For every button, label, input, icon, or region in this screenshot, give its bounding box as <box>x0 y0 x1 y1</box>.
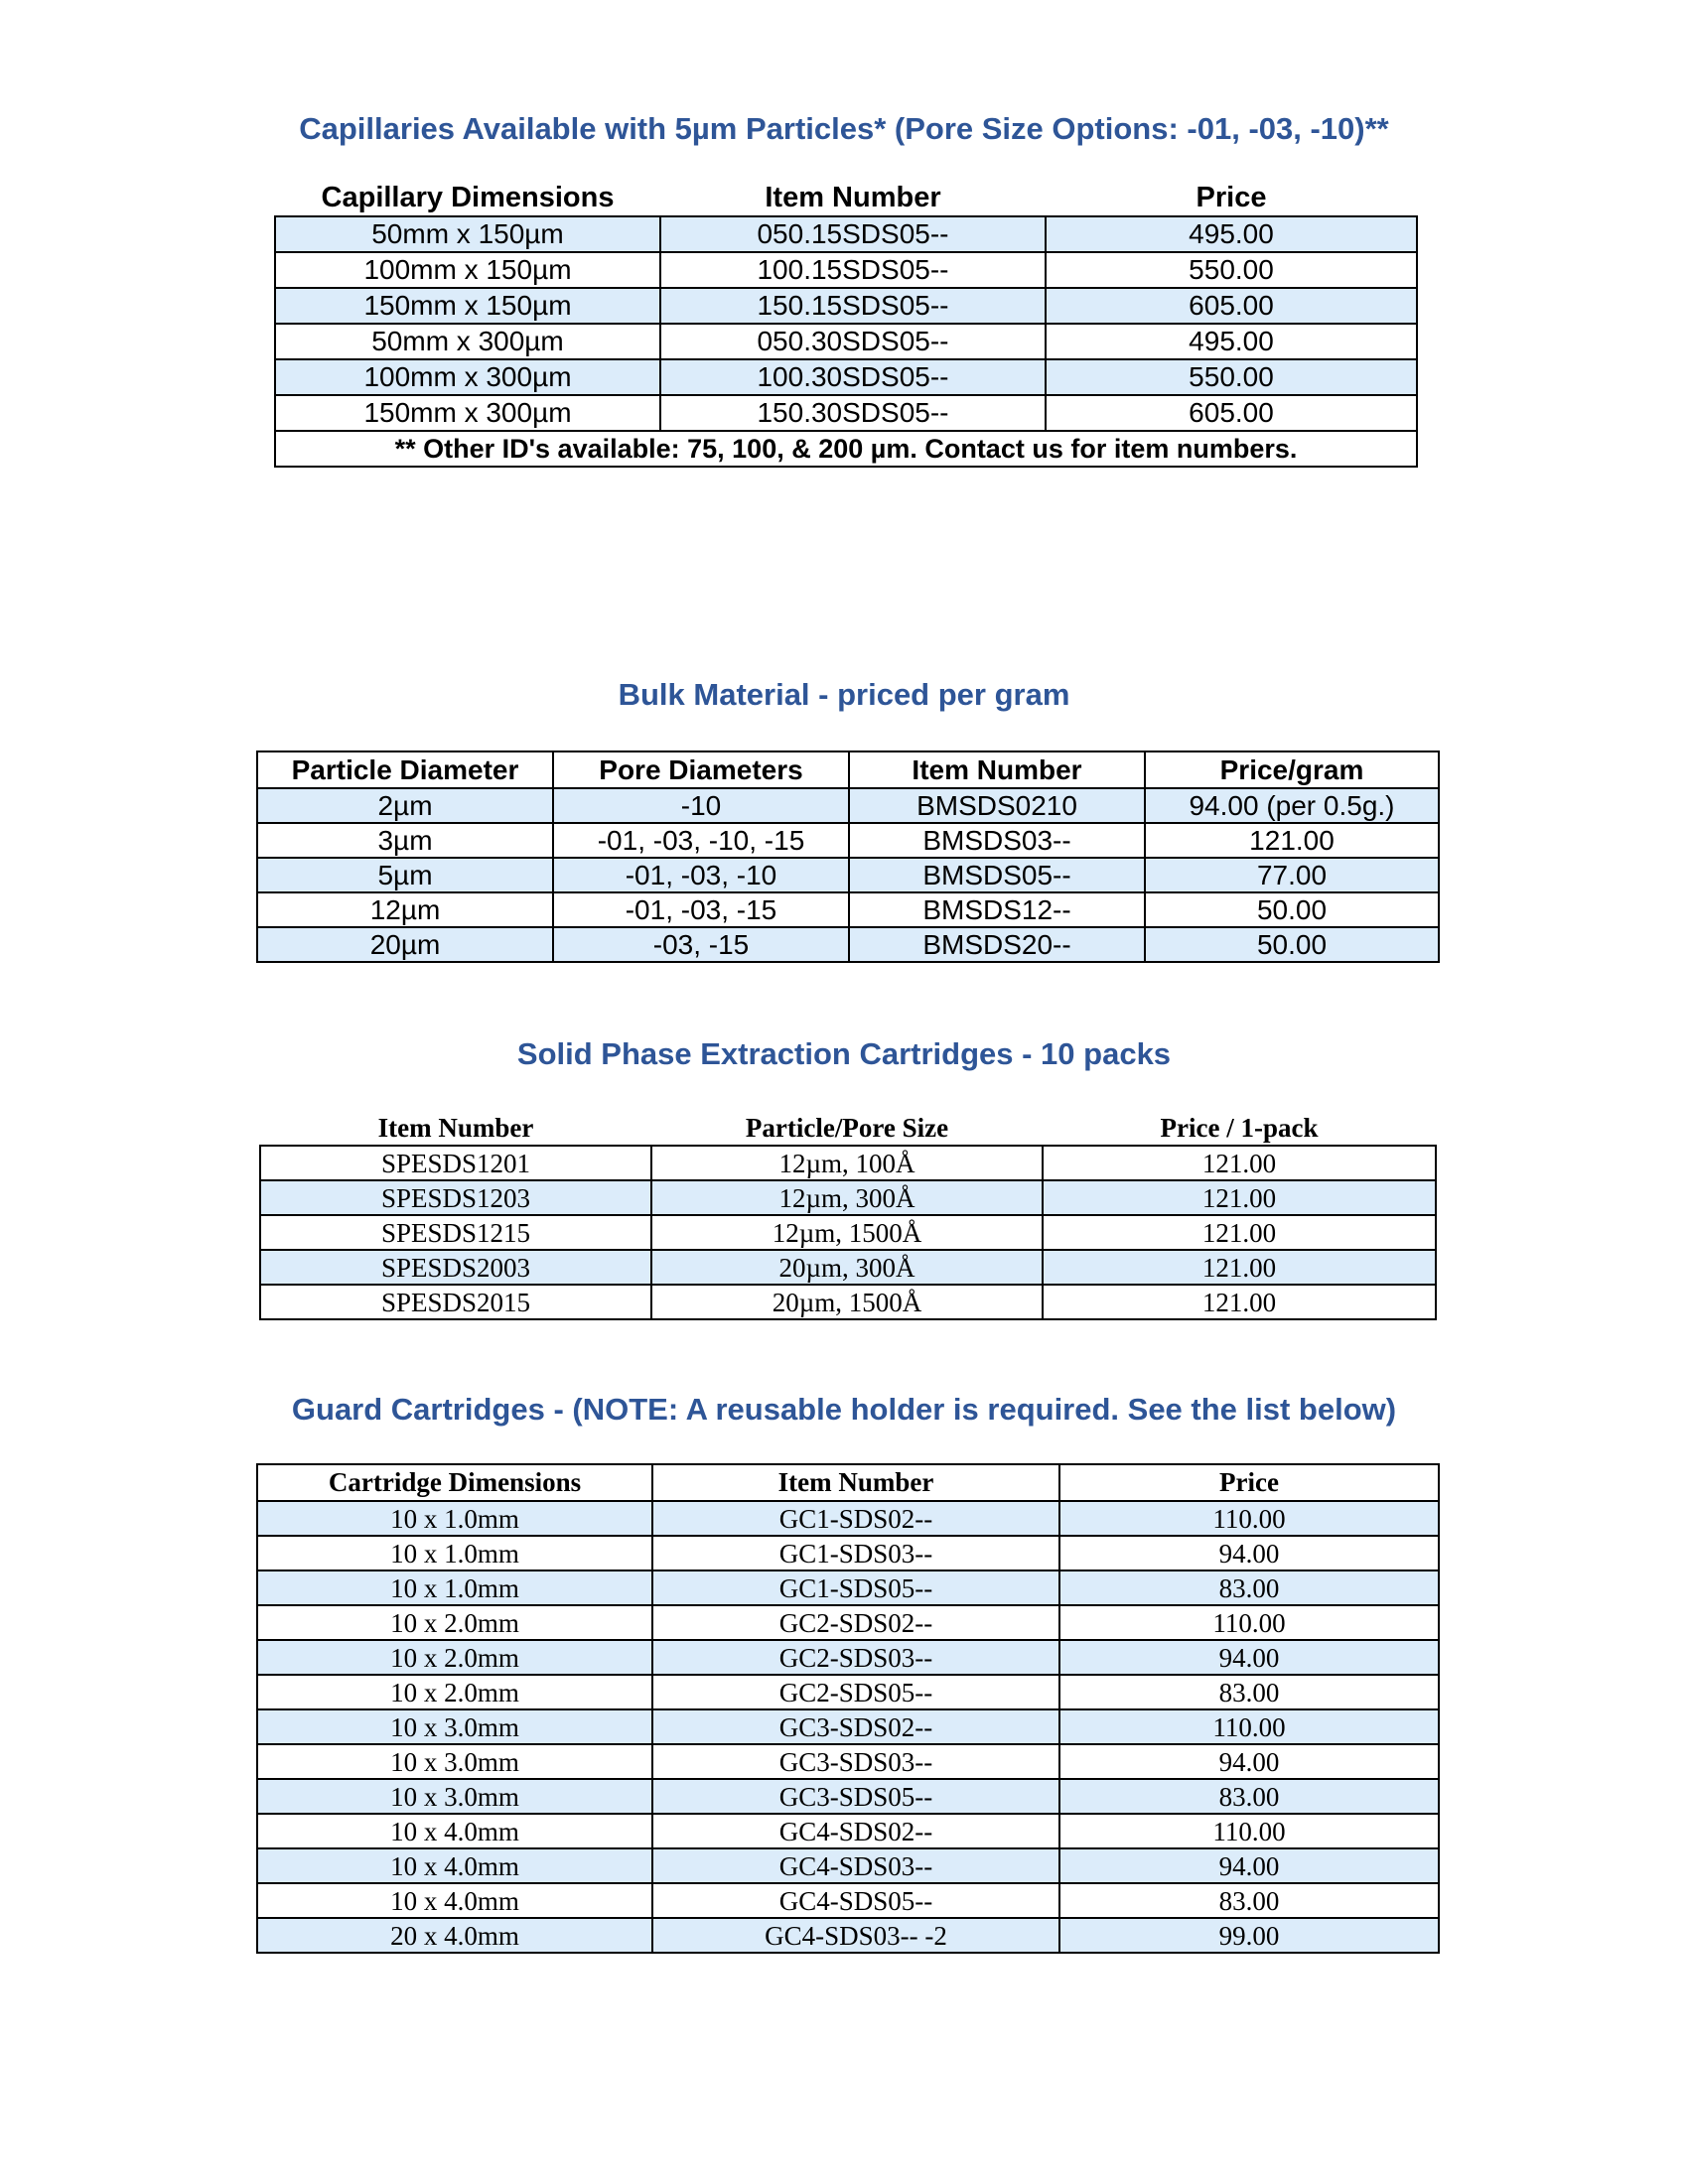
cartridge-dimensions-cell: 10 x 2.0mm <box>257 1640 652 1675</box>
table-row <box>257 1570 1439 1605</box>
item-number-cell: GC3-SDS05-- <box>652 1779 1059 1814</box>
table-note-row <box>275 431 1417 467</box>
column-header: Capillary Dimensions <box>321 182 615 213</box>
item-number-cell: 150.15SDS05-- <box>660 288 1046 324</box>
table-header-row <box>257 1464 1439 1501</box>
price-cell: 110.00 <box>1059 1709 1439 1744</box>
capillary-dimensions-cell: 150mm x 150µm <box>275 288 660 324</box>
particle-diameter-cell: 5µm <box>257 858 553 892</box>
capillary-dimensions-cell: 150mm x 300µm <box>275 395 660 431</box>
item-number-cell: GC1-SDS03-- <box>652 1536 1059 1570</box>
table-row <box>257 1918 1439 1953</box>
price-cell: 121.00 <box>1043 1215 1436 1250</box>
table-row <box>257 823 1439 858</box>
column-header: Price <box>1196 182 1267 213</box>
table-row <box>257 1848 1439 1883</box>
price-cell: 94.00 <box>1059 1640 1439 1675</box>
column-header: Price / 1-pack <box>1160 1113 1319 1143</box>
cartridge-dimensions-cell: 10 x 1.0mm <box>257 1570 652 1605</box>
item-number-cell: SPESDS1203 <box>260 1180 651 1215</box>
table-row <box>257 1814 1439 1848</box>
column-header: Item Number <box>652 1464 1059 1501</box>
table-row <box>275 252 1417 288</box>
table-header-row <box>257 751 1439 788</box>
item-number-cell: SPESDS2003 <box>260 1250 651 1285</box>
capillary-dimensions-cell: 50mm x 150µm <box>275 216 660 252</box>
price-cell: 495.00 <box>1046 324 1417 359</box>
price-cell: 110.00 <box>1059 1814 1439 1848</box>
price-cell: 550.00 <box>1046 359 1417 395</box>
item-number-cell: GC2-SDS05-- <box>652 1675 1059 1709</box>
table-header-row <box>260 1108 1436 1146</box>
cartridge-dimensions-cell: 10 x 1.0mm <box>257 1501 652 1536</box>
particle-diameter-cell: 20µm <box>257 927 553 962</box>
capillaries-table <box>274 179 1418 468</box>
item-number-cell: GC3-SDS03-- <box>652 1744 1059 1779</box>
table-row <box>260 1250 1436 1285</box>
item-number-cell: BMSDS20-- <box>849 927 1145 962</box>
item-number-cell: GC1-SDS05-- <box>652 1570 1059 1605</box>
column-header: Item Number <box>377 1113 534 1143</box>
table-row <box>275 395 1417 431</box>
spe-table <box>259 1108 1437 1320</box>
particle-diameter-cell: 12µm <box>257 892 553 927</box>
particle-pore-size-cell: 12µm, 1500Å <box>651 1215 1043 1250</box>
table-row <box>257 1501 1439 1536</box>
table-row <box>257 1779 1439 1814</box>
cartridge-dimensions-cell: 10 x 3.0mm <box>257 1779 652 1814</box>
table-row <box>257 1744 1439 1779</box>
item-number-cell: SPESDS2015 <box>260 1285 651 1319</box>
column-header: Particle Diameter <box>257 751 553 788</box>
table-row <box>257 1675 1439 1709</box>
pore-diameters-cell: -03, -15 <box>553 927 849 962</box>
table-row <box>260 1285 1436 1319</box>
item-number-cell: BMSDS12-- <box>849 892 1145 927</box>
table-row <box>257 927 1439 962</box>
price-cell: 121.00 <box>1145 823 1439 858</box>
price-cell: 94.00 (per 0.5g.) <box>1145 788 1439 823</box>
column-header: Item Number <box>849 751 1145 788</box>
item-number-cell: SPESDS1215 <box>260 1215 651 1250</box>
particle-pore-size-cell: 12µm, 100Å <box>651 1146 1043 1180</box>
table-row <box>275 216 1417 252</box>
price-cell: 94.00 <box>1059 1744 1439 1779</box>
price-cell: 110.00 <box>1059 1605 1439 1640</box>
table-row <box>260 1215 1436 1250</box>
table-row <box>257 1709 1439 1744</box>
price-cell: 550.00 <box>1046 252 1417 288</box>
table-row <box>260 1146 1436 1180</box>
table-row <box>257 892 1439 927</box>
cartridge-dimensions-cell: 10 x 2.0mm <box>257 1675 652 1709</box>
capillary-dimensions-cell: 50mm x 300µm <box>275 324 660 359</box>
price-cell: 83.00 <box>1059 1883 1439 1918</box>
table-row <box>275 359 1417 395</box>
particle-diameter-cell: 3µm <box>257 823 553 858</box>
particle-pore-size-cell: 20µm, 300Å <box>651 1250 1043 1285</box>
item-number-cell: GC1-SDS02-- <box>652 1501 1059 1536</box>
item-number-cell: GC2-SDS03-- <box>652 1640 1059 1675</box>
price-cell: 99.00 <box>1059 1918 1439 1953</box>
cartridge-dimensions-cell: 10 x 4.0mm <box>257 1883 652 1918</box>
item-number-cell: 050.15SDS05-- <box>660 216 1046 252</box>
table-row <box>275 288 1417 324</box>
price-cell: 121.00 <box>1043 1146 1436 1180</box>
capillaries-note: ** Other ID's available: 75, 100, & 200 µm. Contact us for item numbers. <box>275 431 1417 467</box>
item-number-cell: GC4-SDS03-- -2 <box>652 1918 1059 1953</box>
column-header: Pore Diameters <box>553 751 849 788</box>
capillaries-title: Capillaries Available with 5µm Particles* (Pore Size Options: -01, -03, -10)** <box>299 111 1389 146</box>
item-number-cell: GC4-SDS03-- <box>652 1848 1059 1883</box>
table-row <box>260 1180 1436 1215</box>
cartridge-dimensions-cell: 10 x 4.0mm <box>257 1814 652 1848</box>
price-cell: 83.00 <box>1059 1675 1439 1709</box>
price-cell: 94.00 <box>1059 1536 1439 1570</box>
item-number-cell: 050.30SDS05-- <box>660 324 1046 359</box>
table-row <box>257 1536 1439 1570</box>
capillary-dimensions-cell: 100mm x 150µm <box>275 252 660 288</box>
price-cell: 121.00 <box>1043 1180 1436 1215</box>
column-header: Item Number <box>765 182 941 213</box>
column-header: Price <box>1059 1464 1439 1501</box>
price-cell: 121.00 <box>1043 1285 1436 1319</box>
column-header: Particle/Pore Size <box>745 1113 949 1143</box>
price-cell: 83.00 <box>1059 1779 1439 1814</box>
guard-title: Guard Cartridges - (NOTE: A reusable holder is required. See the list below) <box>291 1392 1397 1427</box>
table-row <box>275 324 1417 359</box>
particle-pore-size-cell: 20µm, 1500Å <box>651 1285 1043 1319</box>
item-number-cell: GC4-SDS05-- <box>652 1883 1059 1918</box>
item-number-cell: 100.30SDS05-- <box>660 359 1046 395</box>
cartridge-dimensions-cell: 10 x 3.0mm <box>257 1709 652 1744</box>
item-number-cell: GC3-SDS02-- <box>652 1709 1059 1744</box>
item-number-cell: SPESDS1201 <box>260 1146 651 1180</box>
table-row <box>257 1883 1439 1918</box>
cartridge-dimensions-cell: 10 x 4.0mm <box>257 1848 652 1883</box>
item-number-cell: 150.30SDS05-- <box>660 395 1046 431</box>
table-row <box>257 858 1439 892</box>
item-number-cell: GC2-SDS02-- <box>652 1605 1059 1640</box>
pore-diameters-cell: -01, -03, -10 <box>553 858 849 892</box>
table-row <box>257 1605 1439 1640</box>
price-cell: 77.00 <box>1145 858 1439 892</box>
item-number-cell: BMSDS05-- <box>849 858 1145 892</box>
item-number-cell: BMSDS0210 <box>849 788 1145 823</box>
item-number-cell: BMSDS03-- <box>849 823 1145 858</box>
column-header: Cartridge Dimensions <box>257 1464 652 1501</box>
pore-diameters-cell: -01, -03, -15 <box>553 892 849 927</box>
price-cell: 50.00 <box>1145 892 1439 927</box>
price-cell: 495.00 <box>1046 216 1417 252</box>
cartridge-dimensions-cell: 10 x 3.0mm <box>257 1744 652 1779</box>
price-cell: 605.00 <box>1046 395 1417 431</box>
cartridge-dimensions-cell: 10 x 2.0mm <box>257 1605 652 1640</box>
guard-table <box>256 1463 1440 1954</box>
price-cell: 110.00 <box>1059 1501 1439 1536</box>
bulk-table <box>256 751 1440 963</box>
price-cell: 83.00 <box>1059 1570 1439 1605</box>
particle-pore-size-cell: 12µm, 300Å <box>651 1180 1043 1215</box>
table-row <box>257 788 1439 823</box>
pore-diameters-cell: -10 <box>553 788 849 823</box>
item-number-cell: GC4-SDS02-- <box>652 1814 1059 1848</box>
capillary-dimensions-cell: 100mm x 300µm <box>275 359 660 395</box>
particle-diameter-cell: 2µm <box>257 788 553 823</box>
price-cell: 50.00 <box>1145 927 1439 962</box>
table-row <box>257 1640 1439 1675</box>
price-cell: 121.00 <box>1043 1250 1436 1285</box>
table-header-row <box>275 179 1417 216</box>
price-cell: 605.00 <box>1046 288 1417 324</box>
bulk-title: Bulk Material - priced per gram <box>618 677 1070 712</box>
spe-title: Solid Phase Extraction Cartridges - 10 packs <box>516 1036 1172 1071</box>
pore-diameters-cell: -01, -03, -10, -15 <box>553 823 849 858</box>
item-number-cell: 100.15SDS05-- <box>660 252 1046 288</box>
cartridge-dimensions-cell: 10 x 1.0mm <box>257 1536 652 1570</box>
cartridge-dimensions-cell: 20 x 4.0mm <box>257 1918 652 1953</box>
column-header: Price/gram <box>1145 751 1439 788</box>
price-cell: 94.00 <box>1059 1848 1439 1883</box>
